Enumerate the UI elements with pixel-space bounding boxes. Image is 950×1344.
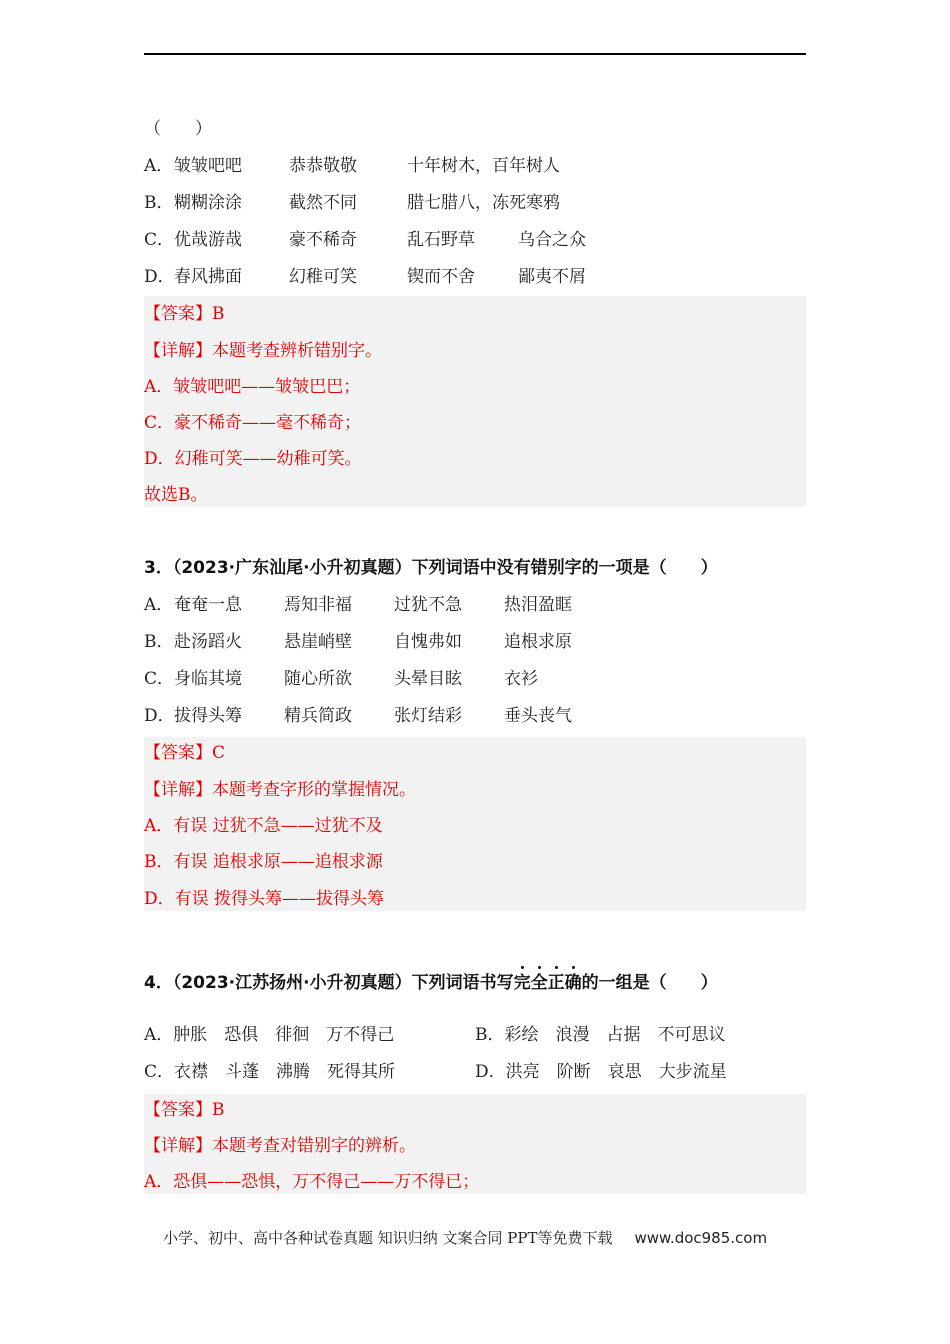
q4-option-b: B．彩绘 浪漫 占据 不可思议	[475, 1025, 726, 1045]
q4-detail: 【详解】本题考查对错别字的辨析。	[144, 1136, 416, 1156]
q2-option-c: C． 优哉游哉 豪不稀奇 乱石野草 乌合之众	[144, 230, 586, 250]
footer-text: 小学、初中、高中各种试卷真题 知识归纳 文案合同 PPT等免费下载	[163, 1229, 613, 1247]
q2-fix-a: A．皱皱吧吧——皱皱巴巴；	[144, 377, 361, 397]
q2-answer: 【答案】B	[144, 304, 225, 324]
header-rule	[144, 53, 806, 55]
q3-option-b: B． 赴汤蹈火 悬崖峭壁 自愧弗如 追根求原	[144, 632, 572, 652]
q2-answer-box	[144, 296, 806, 507]
q4-option-a: A．肿胀 恐俱 徘徊 万不得己	[144, 1025, 395, 1045]
footer-site: www.doc985.com	[634, 1229, 768, 1247]
q4-answer: 【答案】B	[144, 1100, 225, 1120]
footer	[163, 1227, 767, 1248]
q2-option-a: A． 皱皱吧吧 恭恭敬敬 十年树木，百年树人	[144, 156, 560, 176]
q2-option-d: D． 春风拂面 幻稚可笑 锲而不舍 鄙夷不屑	[144, 267, 586, 287]
q3-fix-d: D．有误 拨得头筹——拔得头筹	[144, 889, 385, 909]
q4-emphasis-char: 正	[547, 973, 565, 993]
q3-option-c: C． 身临其境 随心所欲 头晕目眩 衣衫	[144, 669, 538, 689]
q3-fix-a: A．有误 过犹不急——过犹不及	[144, 816, 383, 836]
q3-answer: 【答案】C	[144, 743, 226, 763]
q4-option-c: C．衣襟 斗蓬 沸腾 死得其所	[144, 1062, 396, 1082]
q4-emphasis	[514, 973, 582, 993]
q2-detail: 【详解】本题考查辨析错别字。	[144, 341, 382, 361]
q4-option-d: D．洪亮 阶断 哀思 大步流星	[475, 1062, 727, 1082]
q2-fix-c: C．豪不稀奇——毫不稀奇；	[144, 413, 362, 433]
q3-option-a: A． 奄奄一息 焉知非福 过犹不急 热泪盈眶	[144, 595, 572, 615]
q4-emphasis-char: 全	[530, 973, 548, 993]
q2-conclusion: 故选B。	[144, 485, 208, 505]
q4-title: 4．（2023·江苏扬州·小升初真题）下列词语书写完全正确的一组是（ ）	[144, 973, 718, 993]
q2-option-b: B． 糊糊涂涂 截然不同 腊七腊八，冻死寒鸦	[144, 193, 560, 213]
q2-fix-d: D．幻稚可笑——幼稚可笑。	[144, 449, 362, 469]
q4-fix-a: A．恐俱——恐惧，万不得己——万不得已；	[144, 1172, 480, 1192]
q3-option-d: D． 拔得头筹 精兵简政 张灯结彩 垂头丧气	[144, 706, 572, 726]
q3-fix-b: B．有误 追根求原——追根求源	[144, 852, 383, 872]
q3-title: 3．（2023·广东汕尾·小升初真题）下列词语中没有错别字的一项是（ ）	[144, 558, 718, 578]
q2-paren: （ ）	[144, 119, 212, 139]
q4-emphasis-char: 完	[513, 973, 531, 993]
q4-emphasis-char: 确	[564, 973, 582, 993]
q3-detail: 【详解】本题考查字形的掌握情况。	[144, 780, 416, 800]
